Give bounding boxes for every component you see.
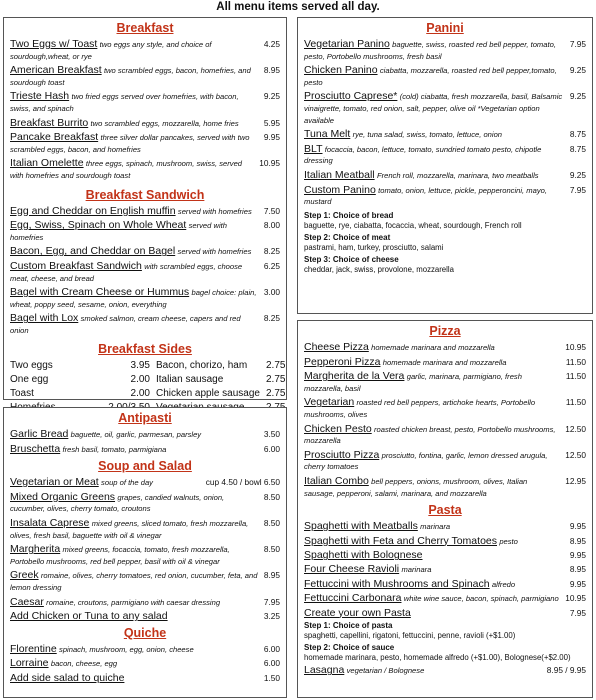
item-desc: grapes, candied walnuts, onion, cucumber, olives, cherry tomato, croutons [10, 492, 225, 514]
menu-item [10, 611, 280, 622]
item-desc: two scrambled eggs, mozzarella, home fries [90, 118, 239, 128]
item-price: cup 4.50 / bowl 6.50 [205, 477, 280, 488]
item-desc: mixed greens, focaccia, tomato, fresh mozzarella, Portobello mushrooms, red bell pepper, basil with oil & vinegar [10, 545, 230, 566]
item-name: BLT [304, 142, 323, 155]
side-price: 2.00 [130, 388, 150, 400]
item-desc: baguette, oil, garlic, parmesan, parsley [70, 430, 202, 439]
item-name: Cheese Pizza [304, 341, 369, 353]
panini-steps [304, 211, 586, 275]
item-price: 8.95 / 9.95 [546, 665, 586, 676]
item-desc: prosciutto, fontina, garlic, lemon dressed arugula, cherry tomatoes [304, 450, 548, 472]
item-name: Fettuccini with Mushrooms and Spinach [304, 577, 490, 590]
item-desc: alfredo [491, 579, 516, 589]
item-name: American Breakfast [10, 64, 102, 77]
step-options: cheddar, jack, swiss, provolone, mozzarella [304, 264, 454, 274]
item-price: 8.50 [263, 544, 280, 555]
item-name: Vegetarian or Meat [10, 476, 99, 489]
item-desc: roasted chicken breast, pesto, Portobello mushrooms, mozzarella [304, 424, 556, 446]
item-name: Prosciutto Pizza [304, 448, 380, 461]
item-price: 1.50 [263, 672, 280, 683]
breakfast-sandwich-list [10, 206, 280, 337]
antipasti-title: Antipasti [118, 411, 172, 425]
step-label: Step 1: Choice of pasta [304, 621, 393, 631]
item-price: 7.95 [263, 596, 280, 607]
menu-item [304, 450, 586, 473]
menu-item [10, 518, 280, 541]
step-label: Step 1: Choice of bread [304, 210, 394, 220]
antipasti-list [10, 429, 280, 455]
item-price: 3.00 [263, 287, 280, 298]
item-price: 11.50 [565, 356, 586, 367]
menu-item [304, 521, 586, 533]
item-name: Bagel with Cream Cheese or Hummus [10, 286, 190, 299]
menu-item [10, 65, 280, 88]
breakfast-sides-title: Breakfast Sides [98, 342, 192, 357]
item-desc: two eggs any style, and choice of sourdough,wheat, or rye [10, 40, 212, 61]
menu-item [304, 91, 586, 126]
side-price: 2.00 [130, 374, 150, 386]
menu-item [10, 658, 280, 670]
item-price: 6.00 [263, 643, 280, 654]
item-price: 8.25 [263, 313, 280, 324]
antipasti-soup-quiche-panel [3, 407, 287, 698]
item-desc: served with homefries [177, 206, 252, 216]
panini-title: Panini [426, 21, 464, 35]
item-price: 11.50 [565, 397, 586, 408]
item-name: Bruschetta [10, 442, 61, 455]
menu-item [10, 118, 280, 130]
menu-item [304, 170, 586, 182]
item-name: Bagel with Lox [10, 312, 79, 325]
menu-item [10, 206, 280, 218]
side-name: Chicken apple sausage [156, 388, 260, 400]
item-price: 9.25 [569, 169, 586, 180]
item-price: 7.95 [569, 184, 586, 195]
item-name: Florentine [10, 642, 57, 655]
side-price: 2.75 [266, 388, 286, 400]
menu-item [304, 579, 586, 591]
item-desc: spinach, mushroom, egg, onion, cheese [59, 644, 194, 654]
item-name: Create your own Pasta [304, 606, 411, 619]
item-name: Insalata Caprese [10, 516, 90, 529]
item-name: Pepperoni Pizza [304, 355, 381, 368]
item-name: Spaghetti with Bolognese [304, 549, 423, 562]
item-name: Egg, Swiss, Spinach on Whole Wheat [10, 219, 187, 232]
item-price: 3.50 [263, 429, 280, 439]
menu-item [304, 357, 586, 369]
item-price: 9.25 [569, 65, 586, 76]
item-name: Margherita de la Vera [304, 370, 405, 383]
menu-item [10, 644, 280, 656]
item-price: 12.95 [565, 475, 586, 486]
menu-item [10, 544, 280, 567]
item-price: 10.95 [259, 158, 280, 169]
item-name: Lorraine [10, 657, 49, 670]
item-desc: romaine, croutons, parmigiano with caesar dressing [46, 597, 221, 607]
menu-item [304, 144, 586, 167]
item-desc: homemade marinara and mozzarella [371, 343, 495, 352]
panini-list [304, 39, 586, 208]
item-name: Vegetarian [304, 396, 355, 409]
step-label: Step 2: Choice of meat [304, 232, 391, 242]
menu-item [10, 220, 280, 243]
item-desc: tomato, onion, lettuce, pickle, pepperoncini, mayo, mustard [304, 185, 547, 207]
item-price: 8.50 [263, 491, 280, 502]
item-price: 4.25 [263, 39, 280, 49]
item-desc: bacon, cheese, egg [50, 659, 118, 669]
side-price: 2.75 [266, 374, 286, 386]
step-options: homemade marinara, pesto, homemade alfredo (+$1.00), Bolognese(+$2.00) [304, 653, 571, 663]
item-name: Tuna Melt [304, 128, 351, 141]
item-desc: baguette, swiss, roasted red bell pepper, tomato, pesto, Portobello mushrooms, fresh basil [304, 40, 556, 61]
item-desc: vegetarian / Bolognese [346, 666, 425, 676]
item-name: Breakfast Burrito [10, 116, 89, 129]
menu-item [10, 429, 280, 441]
item-desc: homemade marinara and mozzarella [382, 357, 507, 367]
item-name: Fettuccini Carbonara [304, 592, 402, 605]
item-desc: bagel choice: plain, wheat, poppy seed, sesame, onion, everything [10, 288, 257, 309]
item-price: 9.95 [263, 132, 280, 143]
item-name: Vegetarian Panino [304, 38, 390, 50]
item-desc: bell peppers, onions, mushroom, olives, Italian sausage, pepperoni, salami, marinara, and mozzarella [304, 476, 528, 498]
menu-item [10, 158, 280, 181]
menu-item [304, 564, 586, 576]
menu-item [10, 444, 280, 456]
item-name: Italian Omelette [10, 157, 84, 170]
item-price: 11.50 [565, 371, 586, 382]
item-price: 8.00 [263, 220, 280, 231]
menu-item [304, 476, 586, 499]
item-name: Chicken Panino [304, 64, 378, 77]
menu-header: All menu items served all day. [216, 1, 380, 13]
breakfast-sides-table [10, 360, 286, 413]
menu-item [10, 492, 280, 515]
item-desc: three silver dollar pancakes, served with two scrambled eggs, bacon, and homefries [10, 133, 250, 154]
menu-item [304, 342, 586, 354]
pasta-title: Pasta [428, 503, 462, 518]
item-price: 6.00 [263, 443, 280, 454]
step-label: Step 3: Choice of cheese [304, 254, 399, 264]
item-price: 8.75 [569, 129, 586, 140]
menu-item [10, 91, 280, 114]
item-name: Prosciutto Caprese* [304, 90, 398, 103]
menu-item [304, 536, 586, 548]
pizza-pasta-panel [297, 320, 593, 698]
item-name: Four Cheese Ravioli [304, 562, 400, 575]
menu-item [304, 371, 586, 394]
quiche-title: Quiche [123, 625, 167, 640]
item-desc: served with homefries [177, 247, 252, 257]
item-price: 8.25 [263, 246, 280, 257]
breakfast-sandwich-title: Breakfast Sandwich [85, 187, 205, 202]
menu-item [10, 597, 280, 609]
item-price: 8.75 [569, 143, 586, 154]
item-price: 9.25 [263, 91, 280, 102]
item-desc: three eggs, spinach, mushroom, swiss, served with homefries and sourdough toast [10, 159, 243, 180]
breakfast-list [10, 39, 280, 182]
item-name: Add side salad to quiche [10, 671, 125, 684]
item-price: 5.95 [263, 117, 280, 128]
quiche-list [10, 644, 280, 684]
item-price: 12.50 [565, 449, 586, 460]
item-name: Garlic Bread [10, 428, 69, 440]
item-name: Egg and Cheddar on English muffin [10, 204, 176, 217]
item-price: 8.95 [569, 563, 586, 574]
menu-item [304, 129, 586, 141]
item-price: 8.95 [569, 535, 586, 546]
step-label: Step 2: Choice of sauce [304, 643, 395, 653]
item-name: Custom Breakfast Sandwich [10, 259, 142, 272]
item-desc: fresh basil, tomato, parmigiana [62, 444, 167, 454]
item-price: 6.25 [263, 260, 280, 271]
item-name: Trieste Hash [10, 90, 70, 103]
item-name: Italian Meatball [304, 168, 375, 181]
item-price: 9.95 [569, 521, 586, 532]
menu-item [10, 261, 280, 284]
breakfast-panel [3, 17, 287, 400]
menu-item [10, 287, 280, 310]
item-desc: ciabatta, mozzarella, roasted red bell pepper,tomato, pesto [304, 66, 557, 87]
menu-item [304, 550, 586, 561]
item-name: Add Chicken or Tuna to any salad [10, 610, 168, 623]
step-options: pastrami, ham, turkey, prosciutto, salami [304, 242, 444, 252]
item-desc: marinara [420, 522, 451, 532]
side-name: Two eggs [10, 360, 53, 372]
soup-salad-title: Soup and Salad [98, 459, 192, 474]
item-name: Lasagna [304, 664, 345, 677]
item-price: 6.00 [263, 658, 280, 669]
breakfast-title: Breakfast [116, 21, 174, 35]
item-desc: mixed greens, sliced tomato, fresh mozzarella, olives, fresh basil, baguette with oil & vinegar [10, 518, 249, 540]
side-name: One egg [10, 374, 49, 386]
item-name: Pancake Breakfast [10, 131, 99, 144]
item-name: Spaghetti with Meatballs [304, 520, 418, 533]
soup-salad-list [10, 477, 280, 622]
item-desc: two fried eggs served over homefries, with bacon, swiss, and spinach [10, 92, 239, 113]
item-price: 8.50 [263, 517, 280, 528]
pasta-steps [304, 621, 586, 663]
item-desc: roasted red bell peppers, artichoke hearts, Portobello mushrooms, olives [304, 398, 536, 419]
item-price: 8.95 [263, 65, 280, 76]
item-price: 10.95 [565, 342, 586, 352]
item-desc: marinara [401, 564, 432, 574]
pizza-list [304, 342, 586, 499]
side-name: Bacon, chorizo, ham [156, 360, 248, 372]
menu-item [10, 570, 280, 593]
item-price: 9.95 [569, 578, 586, 589]
item-desc: white wine sauce, bacon, spinach, parmigiano [403, 594, 559, 604]
item-desc: romaine, olives, cherry tomatoes, red onion, cucumber, feta, and lemon dressing [10, 571, 258, 592]
menu-item [304, 65, 586, 88]
menu-item [304, 593, 586, 605]
item-name: Margherita [10, 543, 61, 556]
menu-item [304, 608, 586, 619]
menu-item [10, 673, 280, 684]
item-name: Custom Panino [304, 183, 376, 196]
item-price: 9.25 [569, 91, 586, 102]
side-price: 2.75 [266, 360, 286, 372]
menu-item [10, 246, 280, 258]
item-price: 8.95 [263, 570, 280, 581]
menu-item [304, 397, 586, 420]
item-desc: French roll, mozzarella, marinara, two meatballs [376, 170, 539, 180]
item-price: 10.95 [565, 593, 586, 604]
menu-item [10, 132, 280, 155]
side-name: Toast [10, 388, 34, 400]
step-options: spaghetti, capellini, rigatoni, fettuccini, penne, ravioli (+$1.00) [304, 631, 516, 641]
item-name: Chicken Pesto [304, 422, 372, 435]
pizza-title: Pizza [429, 324, 461, 338]
item-name: Italian Combo [304, 474, 369, 487]
item-desc: rye, tuna salad, swiss, tomato, lettuce, onion [352, 130, 503, 140]
menu-item-lasagna [304, 665, 586, 677]
item-name: Caesar [10, 595, 44, 608]
item-desc: focaccia, bacon, lettuce, tomato, sundried tomato pesto, chipotle dressing [304, 144, 542, 166]
item-desc: smoked salmon, cream cheese, capers and red onion [10, 314, 241, 335]
item-price: 9.95 [569, 550, 586, 561]
menu-item [10, 477, 280, 489]
item-price: 7.50 [263, 205, 280, 216]
item-desc: pesto [499, 536, 518, 546]
menu-item [304, 185, 586, 208]
menu-item [304, 424, 586, 447]
item-desc: with scrambled eggs, choose meat, cheese, and bread [10, 261, 243, 283]
item-price: 3.25 [263, 611, 280, 622]
item-name: Mixed Organic Greens [10, 490, 116, 503]
panini-panel [297, 17, 593, 314]
item-price: 7.95 [569, 607, 586, 618]
item-desc: two scrambled eggs, bacon, homefries, and sourdough toast [10, 66, 251, 87]
item-desc: soup of the day [101, 478, 153, 488]
item-price: 12.50 [565, 423, 586, 434]
item-desc: garlic, marinara, parmigiano, fresh mozzarella, basil [304, 372, 522, 393]
item-desc: (cold) ciabatta, fresh mozzarella, basil, Balsamic vinaigrette, tomato, red onion, salt, pepper, olive oil *Vegetarian option available [304, 92, 563, 125]
item-name: Two Eggs w/ Toast [10, 38, 98, 50]
item-name: Greek [10, 569, 39, 582]
item-desc: served with homefries [10, 221, 227, 242]
menu-item [10, 313, 280, 336]
step-options: baguette, rye, ciabatta, focaccia, wheat, sourdough, French roll [304, 220, 522, 230]
menu-item [304, 39, 586, 62]
side-name: Italian sausage [156, 374, 224, 386]
pasta-list [304, 521, 586, 618]
side-price: 3.95 [130, 360, 150, 372]
item-price: 7.95 [569, 39, 586, 49]
item-name: Spaghetti with Feta and Cherry Tomatoes [304, 534, 497, 547]
menu-item [10, 39, 280, 62]
item-name: Bacon, Egg, and Cheddar on Bagel [10, 245, 176, 258]
